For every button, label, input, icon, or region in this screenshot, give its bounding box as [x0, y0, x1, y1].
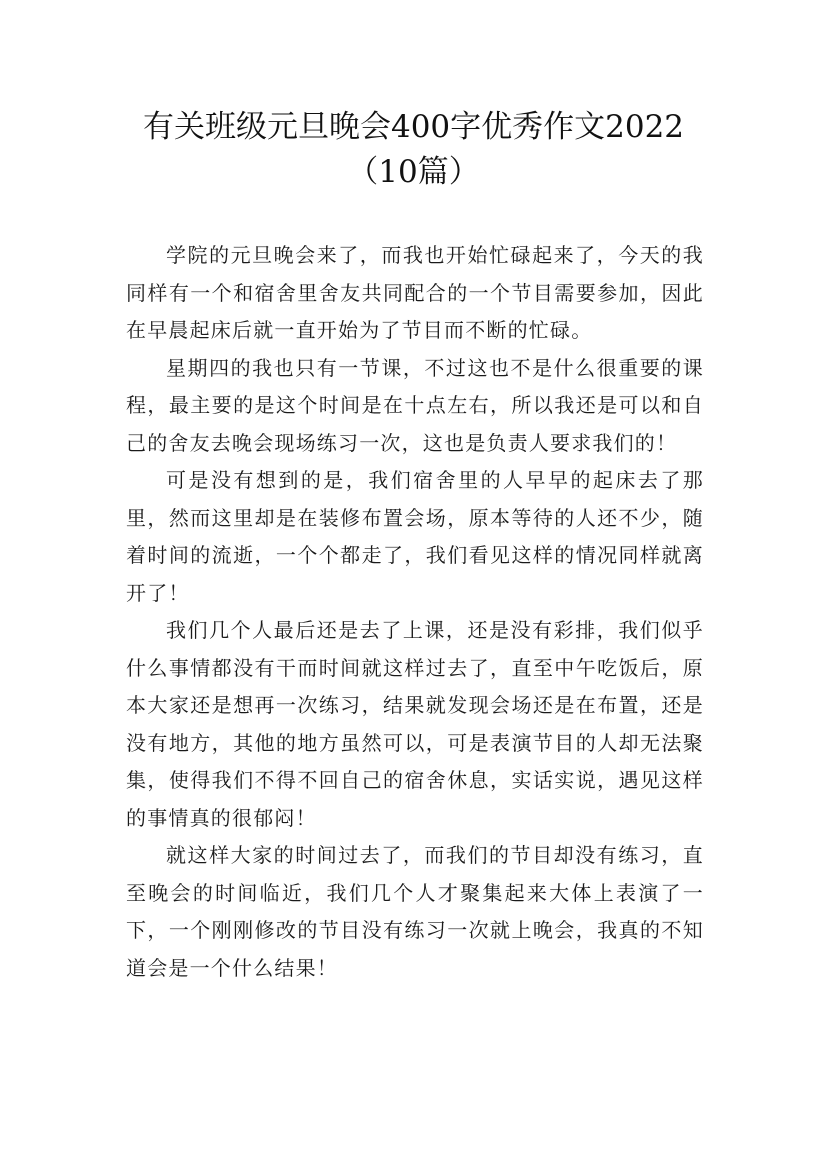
document-title: 有关班级元旦晚会400字优秀作文2022 [142, 109, 685, 145]
paragraph: 可是没有想到的是，我们宿舍里的人早早的起床去了那里，然而这里却是在装修布置会场，原本等待的人还不少，随着时间的流逝，一个个都走了，我们看见这样的情况同样就离开了！ [126, 468, 704, 605]
paragraph: 学院的元旦晚会来了，而我也开始忙碌起来了，今天的我同样有一个和宿舍里舍友共同配合的一个节目需要参加，因此在早晨起床后就一直开始为了节目而不断的忙碌。 [126, 243, 704, 342]
article-body [126, 237, 704, 987]
paragraph: 就这样大家的时间过去了，而我们的节目却没有练习，直至晚会的时间临近，我们几个人才聚集起来大体上表演了一下，一个刚刚修改的节目没有练习一次就上晚会，我真的不知道会是一个什么结果！ [126, 843, 704, 980]
document-title-count: （10篇） [347, 154, 480, 190]
paragraph: 我们几个人最后还是去了上课，还是没有彩排，我们似乎什么事情都没有干而时间就这样过去了，直至中午吃饭后，原本大家还是想再一次练习，结果就发现会场还是在布置，还是没有地方，其他的地方虽然可以，可是表演节目的人却无法聚集，使得我们不得不回自己的宿舍休息，实话实说，遇见这样的事情真的很郁闷！ [126, 618, 704, 830]
paragraph: 星期四的我也只有一节课，不过这也不是什么很重要的课程，最主要的是这个时间是在十点左右，所以我还是可以和自己的舍友去晚会现场练习一次，这也是负责人要求我们的！ [126, 355, 704, 455]
